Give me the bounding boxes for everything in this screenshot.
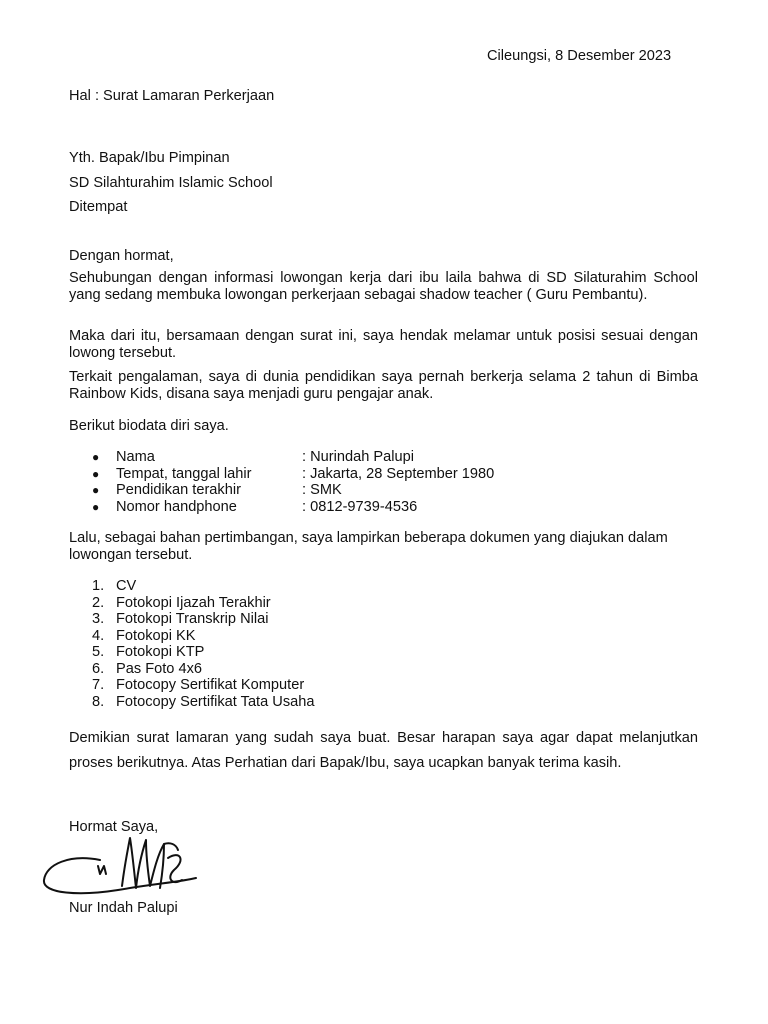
item-number: 1. — [92, 578, 105, 594]
item-text: CV — [116, 578, 137, 594]
closing: Hormat Saya, — [69, 819, 159, 835]
closing-paragraph: Demikian surat lamaran yang sudah saya buat. Besar harapan saya agar dapat melanjutkan proses berikutnya. Atas Perhatian dari Bapak/Ibu, saya ucapkan banyak terima kasih. — [69, 730, 698, 771]
recipient-line: Ditempat — [69, 199, 128, 215]
greeting: Dengan hormat, — [69, 248, 174, 264]
place-date: Cileungsi, 8 Desember 2023 — [487, 48, 672, 64]
item-number: 2. — [92, 594, 105, 611]
biodata-value: : SMK — [302, 482, 342, 498]
list-item — [0, 449, 768, 466]
item-number: 8. — [92, 693, 105, 710]
item-text: Fotocopy Sertifikat Tata Usaha — [116, 693, 315, 710]
biodata-value: : 0812-9739-4536 — [302, 498, 418, 515]
biodata-label: Nomor handphone — [116, 498, 237, 515]
item-text: Pas Foto 4x6 — [116, 660, 202, 677]
list-item — [0, 677, 768, 694]
biodata-label: Nama — [116, 449, 155, 465]
list-item — [0, 466, 768, 483]
paragraph: Sehubungan dengan informasi lowongan kerja dari ibu laila bahwa di SD Silaturahim School yang sedang membuka lowongan perkerjaan sebagai shadow teacher ( Guru Pembantu). — [69, 270, 698, 303]
documents-intro: Lalu, sebagai bahan pertimbangan, saya lampirkan beberapa dokumen yang diajukan dalam lowongan tersebut. — [69, 530, 668, 563]
list-item — [0, 644, 768, 661]
list-item — [0, 595, 768, 612]
item-number: 4. — [92, 627, 105, 644]
list-item — [0, 499, 768, 516]
item-text: Fotocopy Sertifikat Komputer — [116, 677, 305, 693]
biodata-label: Tempat, tanggal lahir — [116, 465, 252, 482]
signature-image — [40, 830, 200, 900]
bullet: ● — [92, 450, 100, 464]
list-item — [0, 482, 768, 499]
item-number: 5. — [92, 644, 105, 660]
letter-subject: Hal : Surat Lamaran Perkerjaan — [69, 88, 275, 104]
recipient-line: SD Silahturahim Islamic School — [69, 175, 273, 191]
list-item — [0, 694, 768, 711]
list-item — [0, 611, 768, 628]
list-item — [0, 661, 768, 678]
item-number: 6. — [92, 660, 105, 677]
list-item — [0, 578, 768, 595]
paragraph: Maka dari itu, bersamaan dengan surat ini, saya hendak melamar untuk posisi sesuai dengan lowong tersebut. — [69, 328, 698, 361]
biodata-list — [0, 449, 768, 515]
paragraph: Terkait pengalaman, saya di dunia pendidikan saya pernah berkerja selama 2 tahun di Bimba Rainbow Kids, disana saya menjadi guru pengajar anak. — [69, 369, 698, 402]
bullet: ● — [92, 499, 100, 514]
signer-name: Nur Indah Palupi — [69, 900, 178, 916]
documents-list — [0, 578, 768, 710]
item-text: Fotokopi Ijazah Terakhir — [116, 594, 271, 611]
bullet: ● — [92, 483, 100, 497]
recipient-line: Yth. Bapak/Ibu Pimpinan — [69, 150, 230, 166]
item-number: 3. — [92, 611, 105, 627]
bullet: ● — [92, 466, 100, 481]
list-item — [0, 628, 768, 645]
biodata-intro: Berikut biodata diri saya. — [69, 418, 229, 434]
biodata-value: : Nurindah Palupi — [302, 449, 414, 465]
item-text: Fotokopi KK — [116, 627, 196, 644]
biodata-value: : Jakarta, 28 September 1980 — [302, 465, 495, 482]
biodata-label: Pendidikan terakhir — [116, 482, 241, 498]
item-text: Fotokopi Transkrip Nilai — [116, 611, 269, 627]
item-text: Fotokopi KTP — [116, 644, 205, 660]
item-number: 7. — [92, 677, 105, 693]
